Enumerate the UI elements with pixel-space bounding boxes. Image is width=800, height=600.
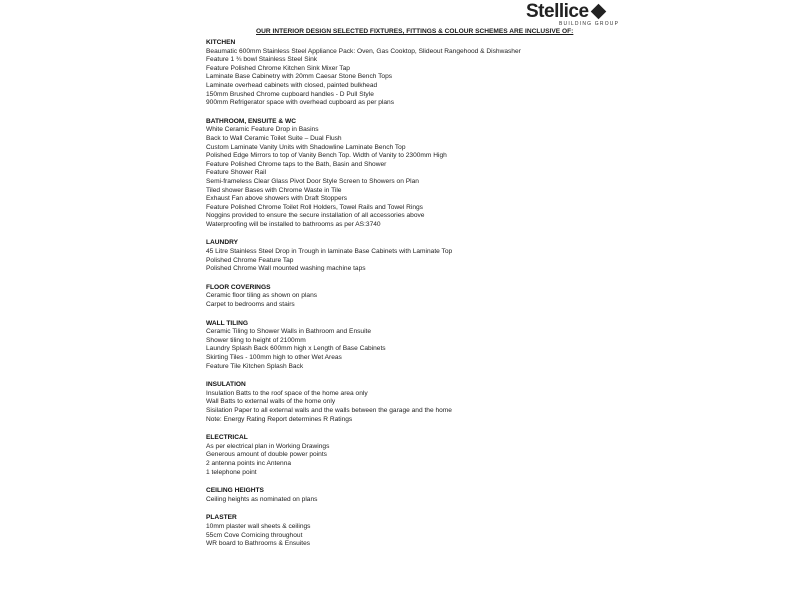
spec-item: 2 antenna points inc Antenna (206, 459, 292, 467)
spec-item: Feature Tile Kitchen Splash Back (206, 362, 304, 370)
spec-item: Skirting Tiles - 100mm high to other Wet Areas (206, 354, 342, 361)
spec-item: Feature Polished Chrome taps to the Bath, Basin and Shower (206, 160, 387, 168)
section-title: CEILING HEIGHTS (206, 487, 264, 495)
spec-section (206, 39, 606, 108)
section-title: KITCHEN (206, 39, 236, 46)
spec-item: Sisilation Paper to all external walls and the walls between the garage and the home (206, 406, 452, 414)
spec-section (206, 239, 606, 273)
section-title: LAUNDRY (206, 239, 238, 247)
company-logo (526, 1, 620, 28)
spec-item: 10mm plaster wall sheets & ceilings (206, 522, 311, 530)
spec-item: WR board to Bathrooms & Ensuites (206, 540, 311, 548)
spec-item: Noggins provided to ensure the secure installation of all accessories above (206, 212, 425, 220)
spec-section (206, 514, 606, 548)
spec-item: Note: Energy Rating Report determines R Ratings (206, 415, 353, 423)
spec-item: Beaumatic 600mm Stainless Steel Appliance Pack: Oven, Gas Cooktop, Slideout Rangehood & Dishwasher (206, 47, 521, 55)
spec-item: 1 telephone point (206, 468, 257, 476)
spec-section (206, 381, 606, 424)
spec-section (206, 284, 606, 310)
spec-item: 900mm Refrigerator space with overhead cupboard as per plans (206, 99, 395, 107)
logo-wordmark: Stellice (526, 1, 589, 22)
spec-item: White Ceramic Feature Drop in Basins (206, 126, 319, 134)
spec-item: Laundry Splash Back 600mm high x Length of Base Cabinets (206, 345, 386, 353)
spec-item: Polished Chrome Feature Tap (206, 256, 294, 264)
document-heading: OUR INTERIOR DESIGN SELECTED FIXTURES, FITTINGS & COLOUR SCHEMES ARE INCLUSIVE OF: (256, 28, 574, 35)
spec-item: 45 Litre Stainless Steel Drop in Trough in laminate Base Cabinets with Laminate Top (206, 248, 453, 256)
spec-item: 55cm Cove Cornicing throughout (206, 531, 303, 539)
spec-item: Carpet to bedrooms and stairs (206, 301, 295, 309)
spec-item: Feature Polished Chrome Kitchen Sink Mixer Tap (206, 64, 350, 72)
spec-item: Polished Chrome Wall mounted washing machine taps (206, 265, 366, 273)
spec-item: Exhaust Fan above showers with Draft Stoppers (206, 195, 348, 203)
spec-list (206, 39, 606, 559)
spec-section (206, 320, 606, 372)
spec-item: Semi-frameless Clear Glass Pivot Door Style Screen to Showers on Plan (206, 177, 419, 185)
spec-item: 150mm Brushed Chrome cupboard handles - D Pull Style (206, 90, 374, 98)
spec-item: Feature Polished Chrome Toilet Roll Holders, Towel Rails and Towel Rings (206, 203, 423, 211)
spec-item: Polished Edge Mirrors to top of Vanity Bench Top. Width of Vanity to 2300mm High (206, 152, 447, 160)
spec-section (206, 118, 606, 230)
spec-item: Laminate Base Cabinetry with 20mm Caesar Stone Bench Tops (206, 73, 393, 81)
spec-item: Ceiling heights as nominated on plans (206, 495, 318, 503)
section-title: FLOOR COVERINGS (206, 283, 271, 291)
spec-item: Ceramic Tiling to Shower Walls in Bathroom and Ensuite (206, 328, 372, 336)
spec-item: Feature 1 ¾ bowl Stainless Steel Sink (206, 56, 318, 64)
spec-item: Wall Batts to external walls of the home only (206, 398, 336, 406)
spec-item: Back to Wall Ceramic Toilet Suite – Dual Flush (206, 134, 342, 142)
logo-tagline: BUILDING GROUP (559, 21, 620, 27)
spec-item: Feature Shower Rail (206, 169, 267, 177)
section-title: INSULATION (206, 381, 246, 389)
spec-item: Ceramic floor tiling as shown on plans (206, 292, 318, 300)
spec-section (206, 434, 606, 477)
logo-diamond-icon (591, 4, 607, 20)
spec-item: Custom Laminate Vanity Units with Shadowline Laminate Bench Top (206, 143, 406, 151)
section-title: BATHROOM, ENSUITE & WC (206, 117, 296, 125)
spec-item: Tiled shower Bases with Chrome Waste in Tile (206, 186, 342, 194)
spec-item: As per electrical plan in Working Drawings (206, 442, 330, 450)
spec-section (206, 487, 606, 504)
spec-item: Shower tiling to height of 2100mm (206, 336, 306, 344)
spec-item: Laminate overhead cabinets with closed, painted bulkhead (206, 81, 378, 89)
spec-item: Waterproofing will be installed to bathrooms as per AS:3740 (206, 220, 381, 228)
section-title: PLASTER (206, 514, 237, 522)
section-title: WALL TILING (206, 319, 248, 327)
spec-item: Insulation Batts to the roof space of the home area only (206, 389, 368, 397)
section-title: ELECTRICAL (206, 434, 248, 442)
spec-item: Generous amount of double power points (206, 451, 327, 459)
